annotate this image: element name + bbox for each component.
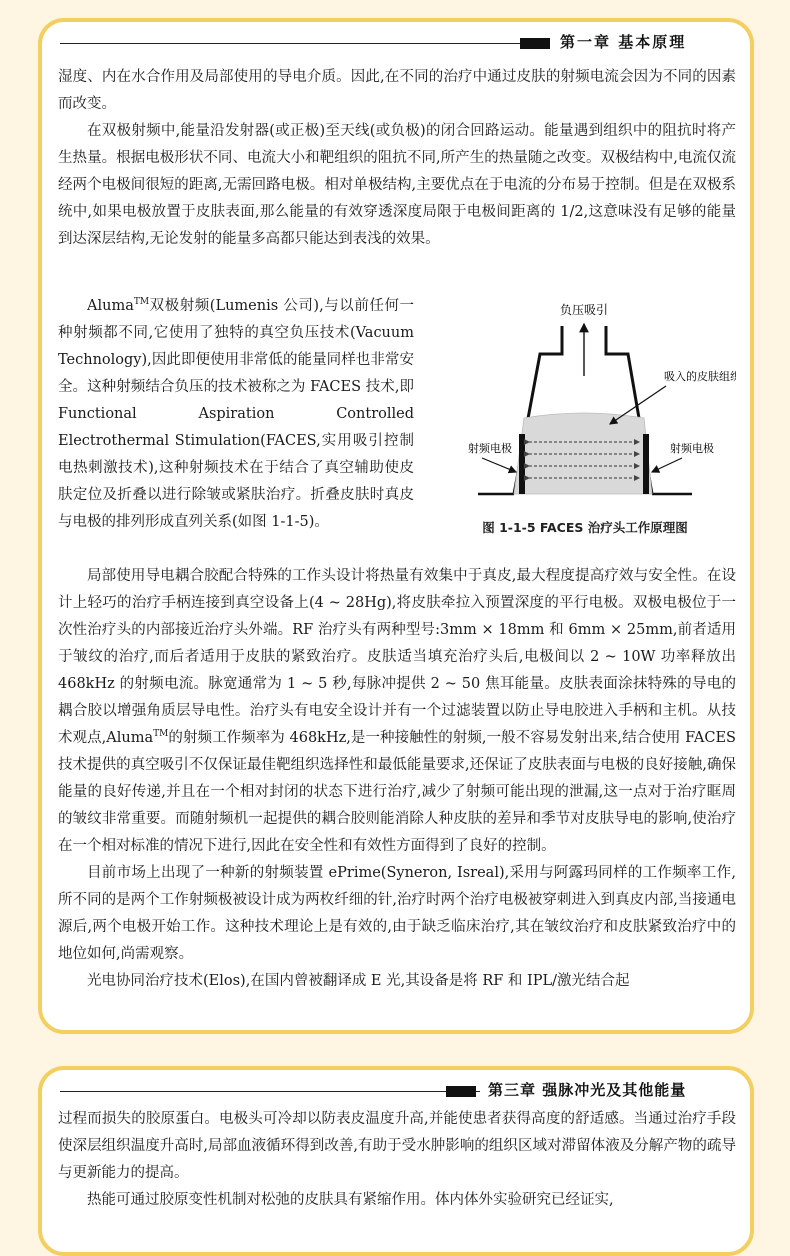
trademark-mark: TM (153, 729, 169, 740)
page-header (42, 1070, 750, 1110)
book-page-chapter-3 (38, 1066, 754, 1256)
label-electrode-right: 射频电极 (670, 442, 714, 455)
aluma-paragraph-body: 双极射频(Lumenis 公司),与以前任何一种射频都不同,它使用了独特的真空负压技术(Vacuum Technology),因此即便使用非常低的能量同样也非常安全。这种射频结合负压的技术被称之为 FACES 技术,即 Functional Aspiration Controlled Electrothermal Stimulation(FACES,实用吸引控制电热刺激技术),这种射频技术在于结合了真空辅助使皮肤定位及折叠以进行除皱或紧肤治疗。折叠皮肤时真皮与电极的排列形成直列关系(如图 1-1-5)。 (58, 298, 414, 530)
figure-caption: 图 1-1-5 FACES 治疗头工作原理图 (482, 520, 688, 535)
label-suction: 负压吸引 (559, 303, 609, 317)
text-block-top (58, 64, 736, 253)
text-block-bottom (58, 563, 736, 995)
header-bar-marker (446, 1086, 476, 1097)
coupling-gel-text-part1: 局部使用导电耦合胶配合特殊的工作头设计将热量有效集中于真皮,最大程度提高疗效与安全性。在设计上轻巧的治疗手柄连接到真空设备上(4 ~ 28Hg),将皮肤牵拉入预置深度的平行电极。双极电极位于一次性治疗头的内部接近治疗头外端。RF 治疗头有两种型号:3mm × 18mm 和 6mm × 25mm,前者适用于皱纹的治疗,而后者适用于皮肤的紧致治疗。皮肤适当填充治疗头后,电极间以 2 ~ 10W 功率释放出 468kHz 的射频电流。脉宽通常为 1 ~ 5 秒,每脉冲提供 2 ~ 50 焦耳能量。皮肤表面涂抹特殊的导电的耦合胶以增强角质层导电性。治疗头有电安全设计并有一个过滤装置以防止导电胶进入手柄和主机。从技术观点,Aluma (58, 568, 736, 746)
text-block (58, 1106, 736, 1214)
paragraph-collagen: 过程而损失的胶原蛋白。电极头可冷却以防表皮温度升高,并能使患者获得高度的舒适感。当通过治疗手段使深层组织温度升高时,局部血液循环得到改善,有助于受水肿影响的组织区域对滞留体液及分解产物的疏导与更新能力的提高。 (58, 1111, 736, 1181)
aluma-brand: Aluma (87, 298, 134, 314)
header-rule (60, 1091, 480, 1092)
electrode-left (519, 434, 525, 494)
electrode-right-callout-arrow (652, 458, 682, 472)
paragraph-elos: 光电协同治疗技术(Elos),在国内曾被翻译成 E 光,其设备是将 RF 和 IPL/激光结合起 (87, 973, 630, 989)
chapter-title: 第三章 强脉冲光及其他能量 (488, 1081, 687, 1099)
page-header (42, 22, 750, 62)
electrode-right (643, 434, 649, 494)
paragraph-coupling-gel (58, 563, 736, 860)
header-bar-marker (520, 38, 550, 49)
label-drawn-in-tissue: 吸入的皮肤组织 (664, 370, 736, 383)
paragraph-eprime: 目前市场上出现了一种新的射频装置 ePrime(Syneron, Isreal),采用与阿露玛同样的工作频率工作,所不同的是两个工作射频极被设计成为两枚纤细的针,治疗时两个治疗电极被穿刺进入到真皮内部,当接通电源后,两个电极开始工作。这种技术理论上是有效的,由于缺乏临床治疗,其在皱纹治疗和皮肤紧致治疗中的地位如何,尚需观察。 (58, 865, 736, 962)
paragraph-bipolar: 在双极射频中,能量沿发射器(或正极)至天线(或负极)的闭合回路运动。能量遇到组织中的阻抗时将产生热量。根据电极形状不同、电流大小和靶组织的阻抗不同,所产生的热量随之改变。双极结构中,电流仅流经两个电极间很短的距离,无需回路电极。相对单极结构,主要优点在于电流的分布易于控制。但是在双极系统中,如果电极放置于皮肤表面,那么能量的有效穿透深度局限于电极间距离的 1/2,这意味没有足够的能量到达深层结构,无论发射的能量多高都只能达到表浅的效果。 (58, 123, 736, 247)
faces-diagram-svg (434, 276, 736, 516)
electrode-left-callout-arrow (482, 458, 516, 472)
label-electrode-left: 射频电极 (468, 442, 512, 455)
figure-faces-diagram (434, 276, 736, 546)
coupling-gel-text-part2: 的射频工作频率为 468kHz,是一种接触性的射频,一般不容易发射出来,结合使用 FACES 技术提供的真空吸引不仅保证最佳靶组织选择性和最低能量要求,还保证了皮肤表面与电极的良好接触,确保能量的良好传递,并且在一个相对封闭的状态下进行治疗,减少了射频可能出现的泄漏,这一点对于治疗眶周的皱纹非常重要。而随射频机一起提供的耦合胶则能消除人种皮肤的差异和季节对皮肤导电的影响,使治疗在一个相对标准的情况下进行,因此在安全性和有效性方面得到了良好的控制。 (58, 730, 736, 854)
paragraph-heat: 热能可通过胶原变性机制对松弛的皮肤具有紧缩作用。体内体外实验研究已经证实, (87, 1192, 614, 1208)
chapter-title: 第一章 基本原理 (560, 33, 687, 51)
text-block-aluma (58, 293, 414, 536)
paragraph-aluma (58, 293, 414, 536)
paragraph-intro-tail: 湿度、内在水合作用及局部使用的导电介质。因此,在不同的治疗中通过皮肤的射频电流会因为不同的因素而改变。 (58, 69, 736, 112)
trademark-mark: TM (133, 297, 150, 308)
header-rule (60, 43, 546, 44)
book-page-chapter-1 (38, 18, 754, 1034)
